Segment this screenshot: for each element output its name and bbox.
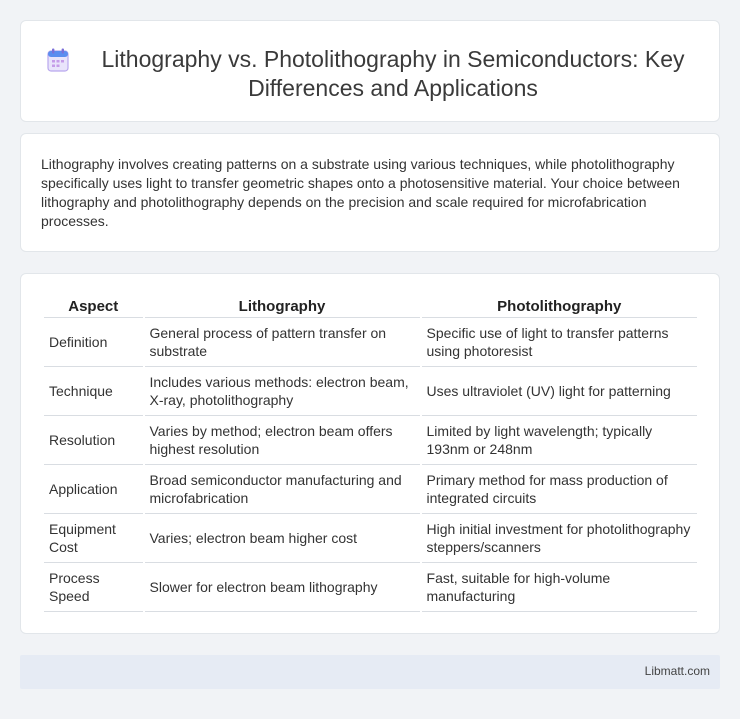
row-photolithography: Specific use of light to transfer patterns using photoresist (422, 318, 697, 367)
calendar-icon (47, 48, 69, 72)
row-lithography: Varies; electron beam higher cost (145, 514, 420, 563)
page-title: Lithography vs. Photolithography in Semiconductors: Key Differences and Applications (101, 46, 685, 101)
row-photolithography: Limited by light wavelength; typically 193nm or 248nm (422, 416, 697, 465)
header-photolithography: Photolithography (422, 296, 697, 318)
table-row (44, 465, 697, 514)
comparison-table-card (20, 273, 720, 634)
table-row (44, 318, 697, 367)
row-aspect: Application (44, 465, 143, 514)
comparison-table (42, 296, 699, 612)
table-row (44, 367, 697, 416)
row-lithography: Broad semiconductor manufacturing and microfabrication (145, 465, 420, 514)
row-photolithography: Fast, suitable for high-volume manufacturing (422, 563, 697, 612)
row-aspect: Resolution (44, 416, 143, 465)
row-aspect: Definition (44, 318, 143, 367)
table-header-row (44, 296, 697, 318)
intro-card (20, 133, 720, 252)
table-row (44, 416, 697, 465)
header-aspect: Aspect (44, 296, 143, 318)
table-row (44, 563, 697, 612)
row-aspect: Process Speed (44, 563, 143, 612)
row-aspect: Technique (44, 367, 143, 416)
row-photolithography: Uses ultraviolet (UV) light for patterning (422, 367, 697, 416)
row-lithography: Includes various methods: electron beam, X-ray, photolithography (145, 367, 420, 416)
row-photolithography: High initial investment for photolithography steppers/scanners (422, 514, 697, 563)
row-lithography: General process of pattern transfer on substrate (145, 318, 420, 367)
intro-paragraph: Lithography involves creating patterns on a substrate using various techniques, while photolithography specifically uses light to transfer geometric shapes onto a photosensitive material. Your choice between lithography and photolithography depends on the precision and scale required for microfabrication processes. (41, 156, 680, 229)
footer-brand-link[interactable]: Libmatt.com (644, 664, 710, 678)
header-lithography: Lithography (145, 296, 420, 318)
row-photolithography: Primary method for mass production of integrated circuits (422, 465, 697, 514)
row-aspect: Equipment Cost (44, 514, 143, 563)
footer-bar (20, 655, 720, 689)
row-lithography: Slower for electron beam lithography (145, 563, 420, 612)
title-card (20, 20, 720, 122)
row-lithography: Varies by method; electron beam offers highest resolution (145, 416, 420, 465)
table-row (44, 514, 697, 563)
